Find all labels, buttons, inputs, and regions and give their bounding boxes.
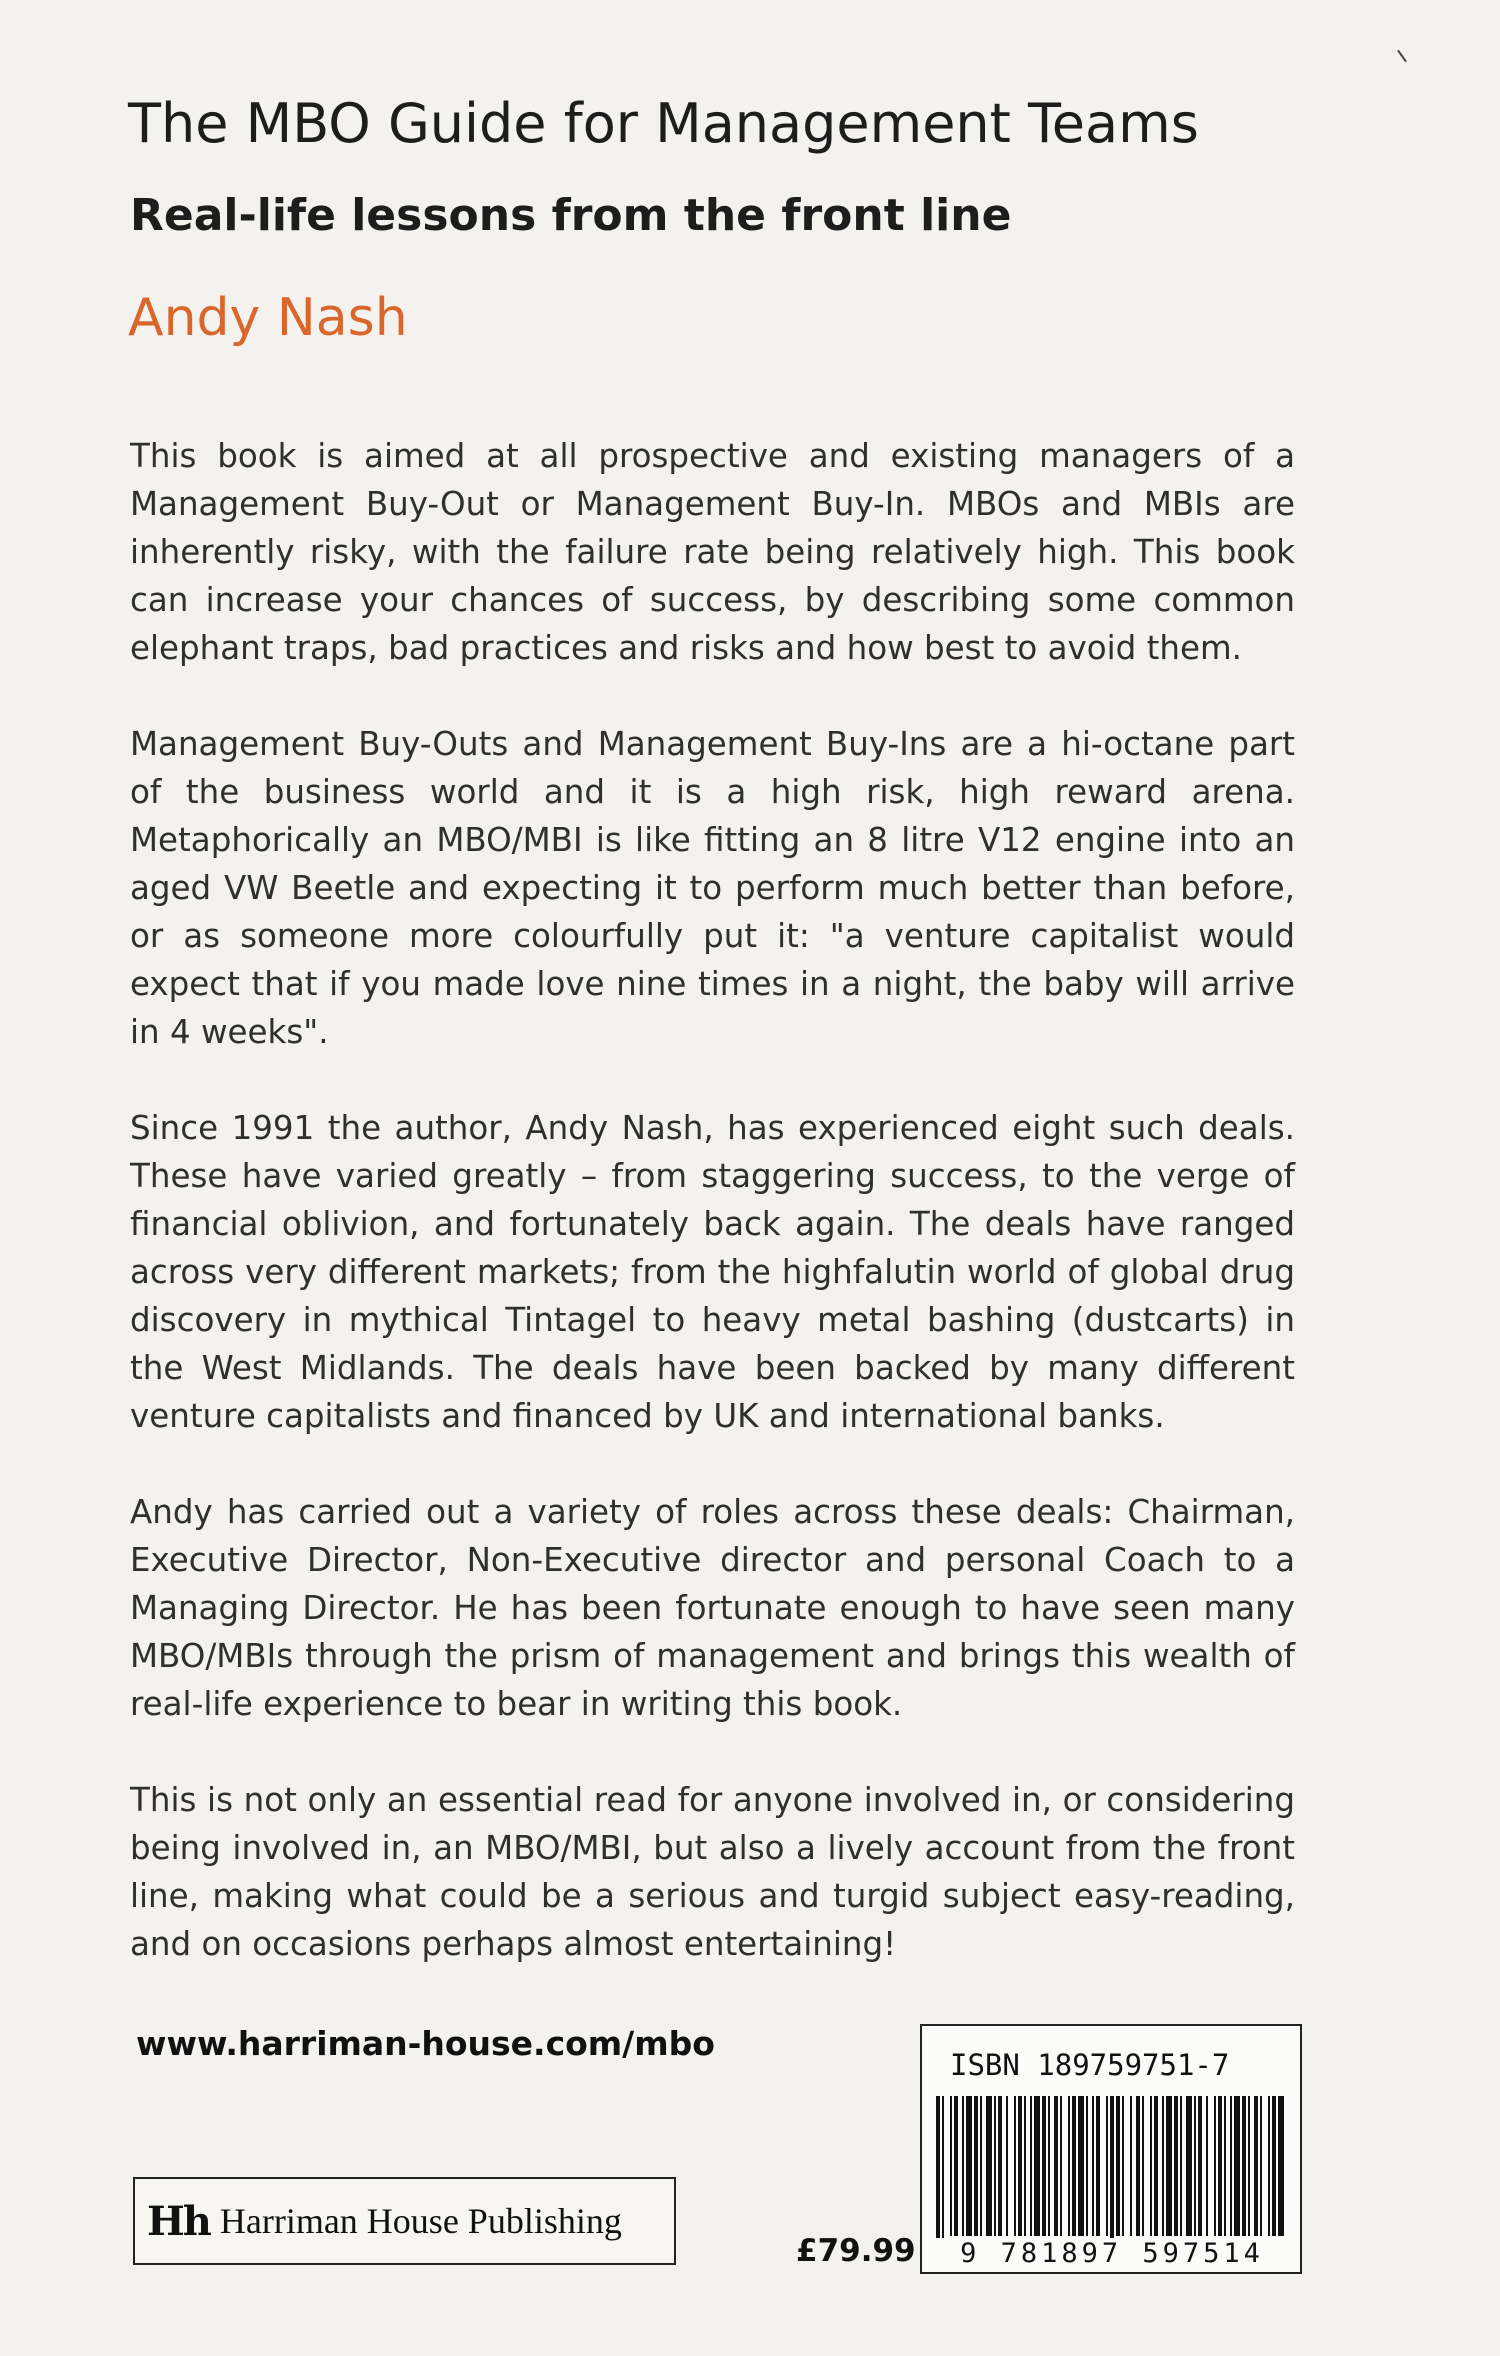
barcode-bar — [1248, 2096, 1250, 2236]
barcode-bar — [974, 2096, 978, 2236]
barcode-bar — [1106, 2096, 1108, 2236]
barcode-bar — [1154, 2096, 1158, 2236]
blurb-paragraph-5: This is not only an essential read for anyone involved in, or considering being involved in, an MBO/MBI, but also a lively account from the front line, making what could be a serious and turgid subject easy-reading, and on occasions perhaps almost entertaining! — [130, 1781, 1295, 1963]
barcode-bar — [994, 2096, 996, 2236]
barcode-bar — [1122, 2096, 1124, 2236]
stray-mark — [1397, 50, 1407, 63]
price: £79.99 — [796, 2233, 916, 2269]
barcode-digits: 9 781897 597514 — [930, 2238, 1294, 2269]
barcode-bar — [1092, 2096, 1094, 2236]
barcode-bar — [1194, 2096, 1196, 2236]
barcode-bar — [1034, 2096, 1040, 2236]
barcode-bar — [1142, 2096, 1144, 2236]
barcode-bar — [936, 2096, 940, 2252]
blurb-paragraph-3: Since 1991 the author, Andy Nash, has experienced eight such deals. These have varied greatly – from staggering success, to the verge of financial oblivion, and fortunately back again. The deals have ranged across very different markets; from the highfalutin world of global drug discovery in mythical Tintagel to heavy metal bashing (dustcarts) in the West Midlands. The deals have been backed by many different venture capitalists and financed by UK and international banks. — [130, 1109, 1295, 1435]
barcode-bar — [1234, 2096, 1240, 2236]
barcode-bar — [1078, 2096, 1084, 2236]
publisher-logo-mark: Hh — [147, 2197, 210, 2245]
barcode-bar — [1136, 2096, 1140, 2236]
blurb-paragraph-2: Management Buy-Outs and Management Buy-Ins are a hi-octane part of the business world and it is a high risk, high reward arena. Metaphorically an MBO/MBI is like fitting an 8 litre V12 engine into an aged VW Beetle and expecting it to perform much better than before, or as someone more colourfully put it: "a venture capitalist would expect that if you made love nine times in a night, the baby will arrive in 4 weeks". — [130, 725, 1295, 1051]
barcode-bar — [966, 2096, 972, 2236]
blurb-paragraph-1: This book is aimed at all prospective and existing managers of a Management Buy-Out or Management Buy-In. MBOs and MBIs are inherently risky, with the failure rate being relatively high. This book can increase your chances of success, by describing some common elephant traps, bad practices and risks and how best to avoid them. — [130, 437, 1295, 667]
barcode-bar — [1072, 2096, 1076, 2236]
blurb-paragraph-4: Andy has carried out a variety of roles across these deals: Chairman, Executive Director, Non-Executive director and personal Coach to a Managing Director. He has been fortunate enough to have seen many MBO/MBIs through the prism of management and brings this wealth of real-life experience to bear in writing this book. — [130, 1493, 1295, 1723]
barcode-bar — [962, 2096, 964, 2236]
barcode-bar — [1174, 2096, 1178, 2236]
barcode-bar — [942, 2096, 944, 2252]
barcode-bar — [1096, 2096, 1100, 2236]
barcode-bar — [1242, 2096, 1246, 2236]
barcode-bar — [1116, 2096, 1120, 2236]
barcode-bar — [1130, 2096, 1132, 2236]
barcode-bar — [1230, 2096, 1232, 2236]
barcode-bar — [1110, 2096, 1114, 2252]
barcode-bar — [1030, 2096, 1032, 2236]
publisher-name: Harriman House Publishing — [219, 2201, 622, 2241]
barcode-bar — [1166, 2096, 1172, 2236]
barcode-bar — [1068, 2096, 1070, 2236]
barcode-bar — [980, 2096, 982, 2236]
barcode-bar — [950, 2096, 952, 2236]
barcode-bar — [1214, 2096, 1216, 2236]
barcode-bar — [1198, 2096, 1202, 2236]
barcode-bar — [1272, 2096, 1276, 2236]
barcode-bar — [1086, 2096, 1088, 2236]
barcode-bar — [1060, 2096, 1062, 2236]
barcode-bar — [1048, 2096, 1050, 2236]
barcode-bar — [986, 2096, 992, 2236]
blurb — [130, 432, 1295, 2016]
barcode-bar — [1024, 2096, 1026, 2236]
barcode-bar — [1268, 2096, 1270, 2236]
barcode-bar — [1042, 2096, 1046, 2236]
barcode-bar — [1006, 2096, 1008, 2236]
barcode-bar — [1206, 2096, 1208, 2236]
barcode-bar — [1162, 2096, 1164, 2236]
barcode-bar — [1180, 2096, 1182, 2236]
barcode-bar — [1278, 2096, 1284, 2236]
isbn-label: ISBN 189759751-7 — [950, 2048, 1230, 2082]
barcode-bar — [1260, 2096, 1262, 2236]
barcode-bar — [1054, 2096, 1058, 2236]
barcode-bar — [1018, 2096, 1022, 2236]
barcode-bar — [1014, 2096, 1016, 2236]
author-name: Andy Nash — [128, 288, 408, 348]
book-subtitle: Real-life lessons from the front line — [130, 190, 1012, 241]
publisher-logo-box — [133, 2177, 676, 2265]
barcode-bar — [1218, 2096, 1222, 2236]
isbn-barcode-box — [920, 2024, 1302, 2274]
barcode-bar — [1224, 2096, 1226, 2236]
barcode-bar — [1254, 2096, 1258, 2236]
barcode — [930, 2094, 1294, 2254]
barcode-bar — [998, 2096, 1002, 2236]
barcode-bar — [1186, 2096, 1192, 2236]
website-url: www.harriman-house.com/mbo — [136, 2024, 715, 2063]
barcode-bar — [1150, 2096, 1152, 2236]
book-title: The MBO Guide for Management Teams — [128, 92, 1199, 155]
barcode-bar — [954, 2096, 958, 2236]
